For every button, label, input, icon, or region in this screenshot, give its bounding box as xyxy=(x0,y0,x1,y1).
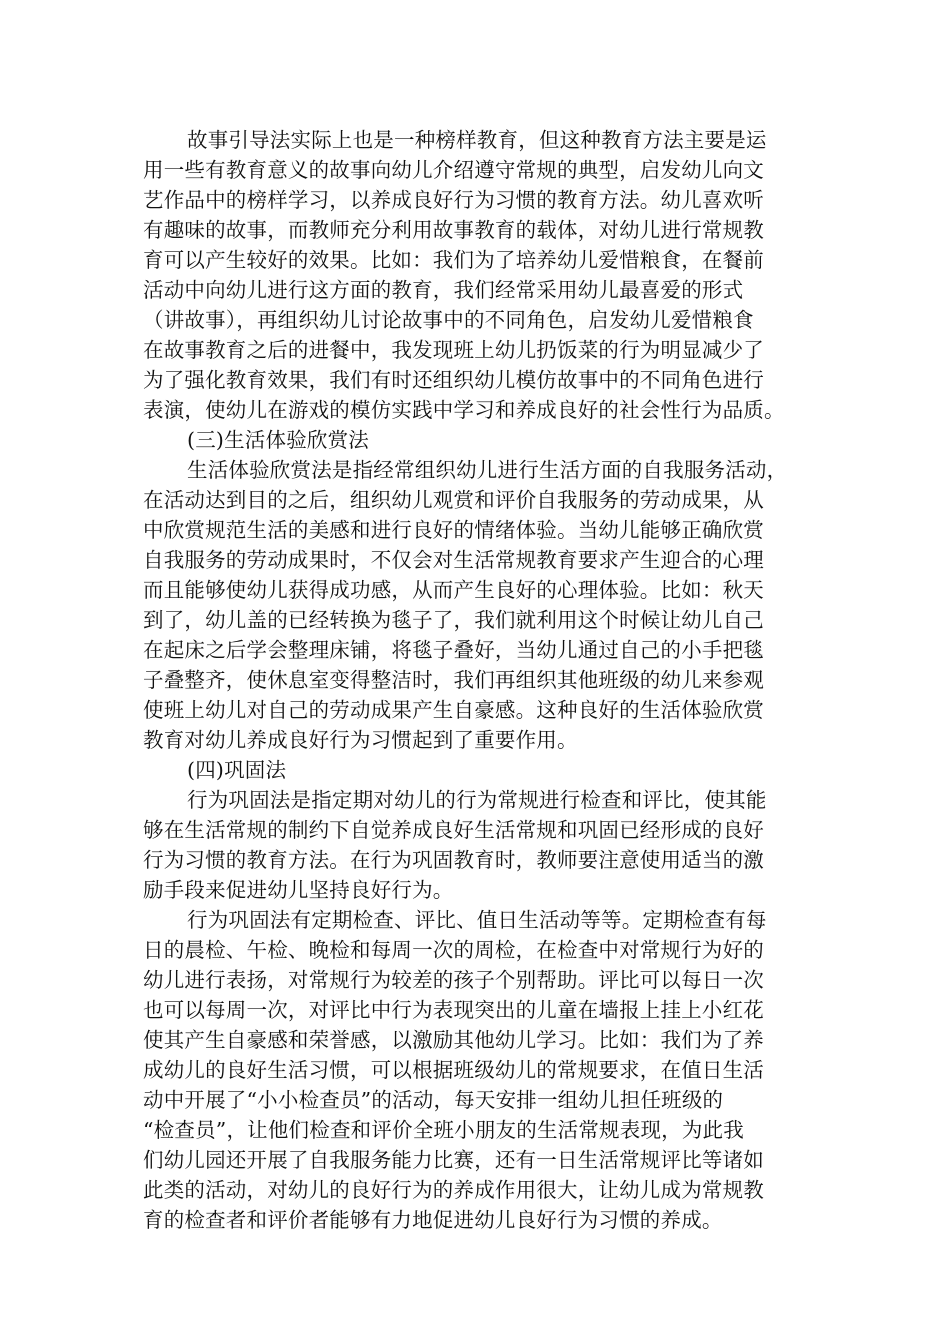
text-line: 够在生活常规的制约下自觉养成良好生活常规和巩固已经形成的良好 xyxy=(143,818,764,842)
text-line: 在活动达到目的之后，组织幼儿观赏和评价自我服务的劳动成果，从 xyxy=(143,488,764,512)
text-line: （讲故事），再组织幼儿讨论故事中的不同角色，启发幼儿爱惜粮食 xyxy=(143,308,754,332)
text-line: 动中开展了“小小检查员”的活动，每天安排一组幼儿担任班级的 xyxy=(143,1088,724,1112)
text-line: 自我服务的劳动成果时，不仅会对生活常规教育要求产生迎合的心理 xyxy=(143,548,764,572)
section-heading: (四)巩固法 xyxy=(187,758,287,782)
text-line: 在起床之后学会整理床铺，将毯子叠好，当幼儿通过自己的小手把毯 xyxy=(143,638,764,662)
text-line: 使其产生自豪感和荣誉感，以激励其他幼儿学习。比如：我们为了养 xyxy=(143,1028,764,1052)
text-line: 行为巩固法是指定期对幼儿的行为常规进行检查和评比，使其能 xyxy=(187,788,767,812)
text-line: 活动中向幼儿进行这方面的教育，我们经常采用幼儿最喜爱的形式 xyxy=(143,278,744,302)
text-line: 们幼儿园还开展了自我服务能力比赛，还有一日生活常规评比等诸如 xyxy=(143,1148,764,1172)
text-line: 幼儿进行表扬，对常规行为较差的孩子个别帮助。评比可以每日一次 xyxy=(143,968,764,992)
text-line: 行为巩固法有定期检查、评比、值日生活动等等。定期检查有每 xyxy=(187,908,767,932)
section-heading: (三)生活体验欣赏法 xyxy=(187,428,369,452)
text-line: 艺作品中的榜样学习，以养成良好行为习惯的教育方法。幼儿喜欢听 xyxy=(143,188,764,212)
text-line: 有趣味的故事，而教师充分利用故事教育的载体，对幼儿进行常规教 xyxy=(143,218,764,242)
text-line: 表演，使幼儿在游戏的模仿实践中学习和养成良好的社会性行为品质。 xyxy=(143,398,785,422)
text-line: 也可以每周一次，对评比中行为表现突出的儿童在墙报上挂上小红花 xyxy=(143,998,764,1022)
text-line: 育的检查者和评价者能够有力地促进幼儿良好行为习惯的养成。 xyxy=(143,1208,723,1232)
text-line: 育可以产生较好的效果。比如：我们为了培养幼儿爱惜粮食，在餐前 xyxy=(143,248,764,272)
text-line: 教育对幼儿养成良好行为习惯起到了重要作用。 xyxy=(143,728,578,752)
text-line: 行为习惯的教育方法。在行为巩固教育时，教师要注意使用适当的激 xyxy=(143,848,764,872)
text-line: 日的晨检、午检、晚检和每周一次的周检，在检查中对常规行为好的 xyxy=(143,938,764,962)
text-line: 用一些有教育意义的故事向幼儿介绍遵守常规的典型，启发幼儿向文 xyxy=(143,158,764,182)
text-line: “检查员”，让他们检查和评价全班小朋友的生活常规表现，为此我 xyxy=(143,1118,744,1142)
text-line: 而且能够使幼儿获得成功感，从而产生良好的心理体验。比如：秋天 xyxy=(143,578,764,602)
text-line: 中欣赏规范生活的美感和进行良好的情绪体验。当幼儿能够正确欣赏 xyxy=(143,518,764,542)
text-line: 在故事教育之后的进餐中，我发现班上幼儿扔饭菜的行为明显减少了 xyxy=(143,338,764,362)
document-page xyxy=(143,125,819,1235)
text-line: 子叠整齐，使休息室变得整洁时，我们再组织其他班级的幼儿来参观 xyxy=(143,668,764,692)
text-line: 为了强化教育效果，我们有时还组织幼儿模仿故事中的不同角色进行 xyxy=(143,368,764,392)
text-line: 故事引导法实际上也是一种榜样教育，但这种教育方法主要是运 xyxy=(187,128,767,152)
text-line: 成幼儿的良好生活习惯，可以根据班级幼儿的常规要求，在值日生活 xyxy=(143,1058,764,1082)
text-line: 此类的活动，对幼儿的良好行为的养成作用很大，让幼儿成为常规教 xyxy=(143,1178,764,1202)
text-line: 到了，幼儿盖的已经转换为毯子了，我们就利用这个时候让幼儿自己 xyxy=(143,608,764,632)
text-line: 励手段来促进幼儿坚持良好行为。 xyxy=(143,878,454,902)
text-line: 生活体验欣赏法是指经常组织幼儿进行生活方面的自我服务活动， xyxy=(187,458,788,482)
text-line: 使班上幼儿对自己的劳动成果产生自豪感。这种良好的生活体验欣赏 xyxy=(143,698,764,722)
